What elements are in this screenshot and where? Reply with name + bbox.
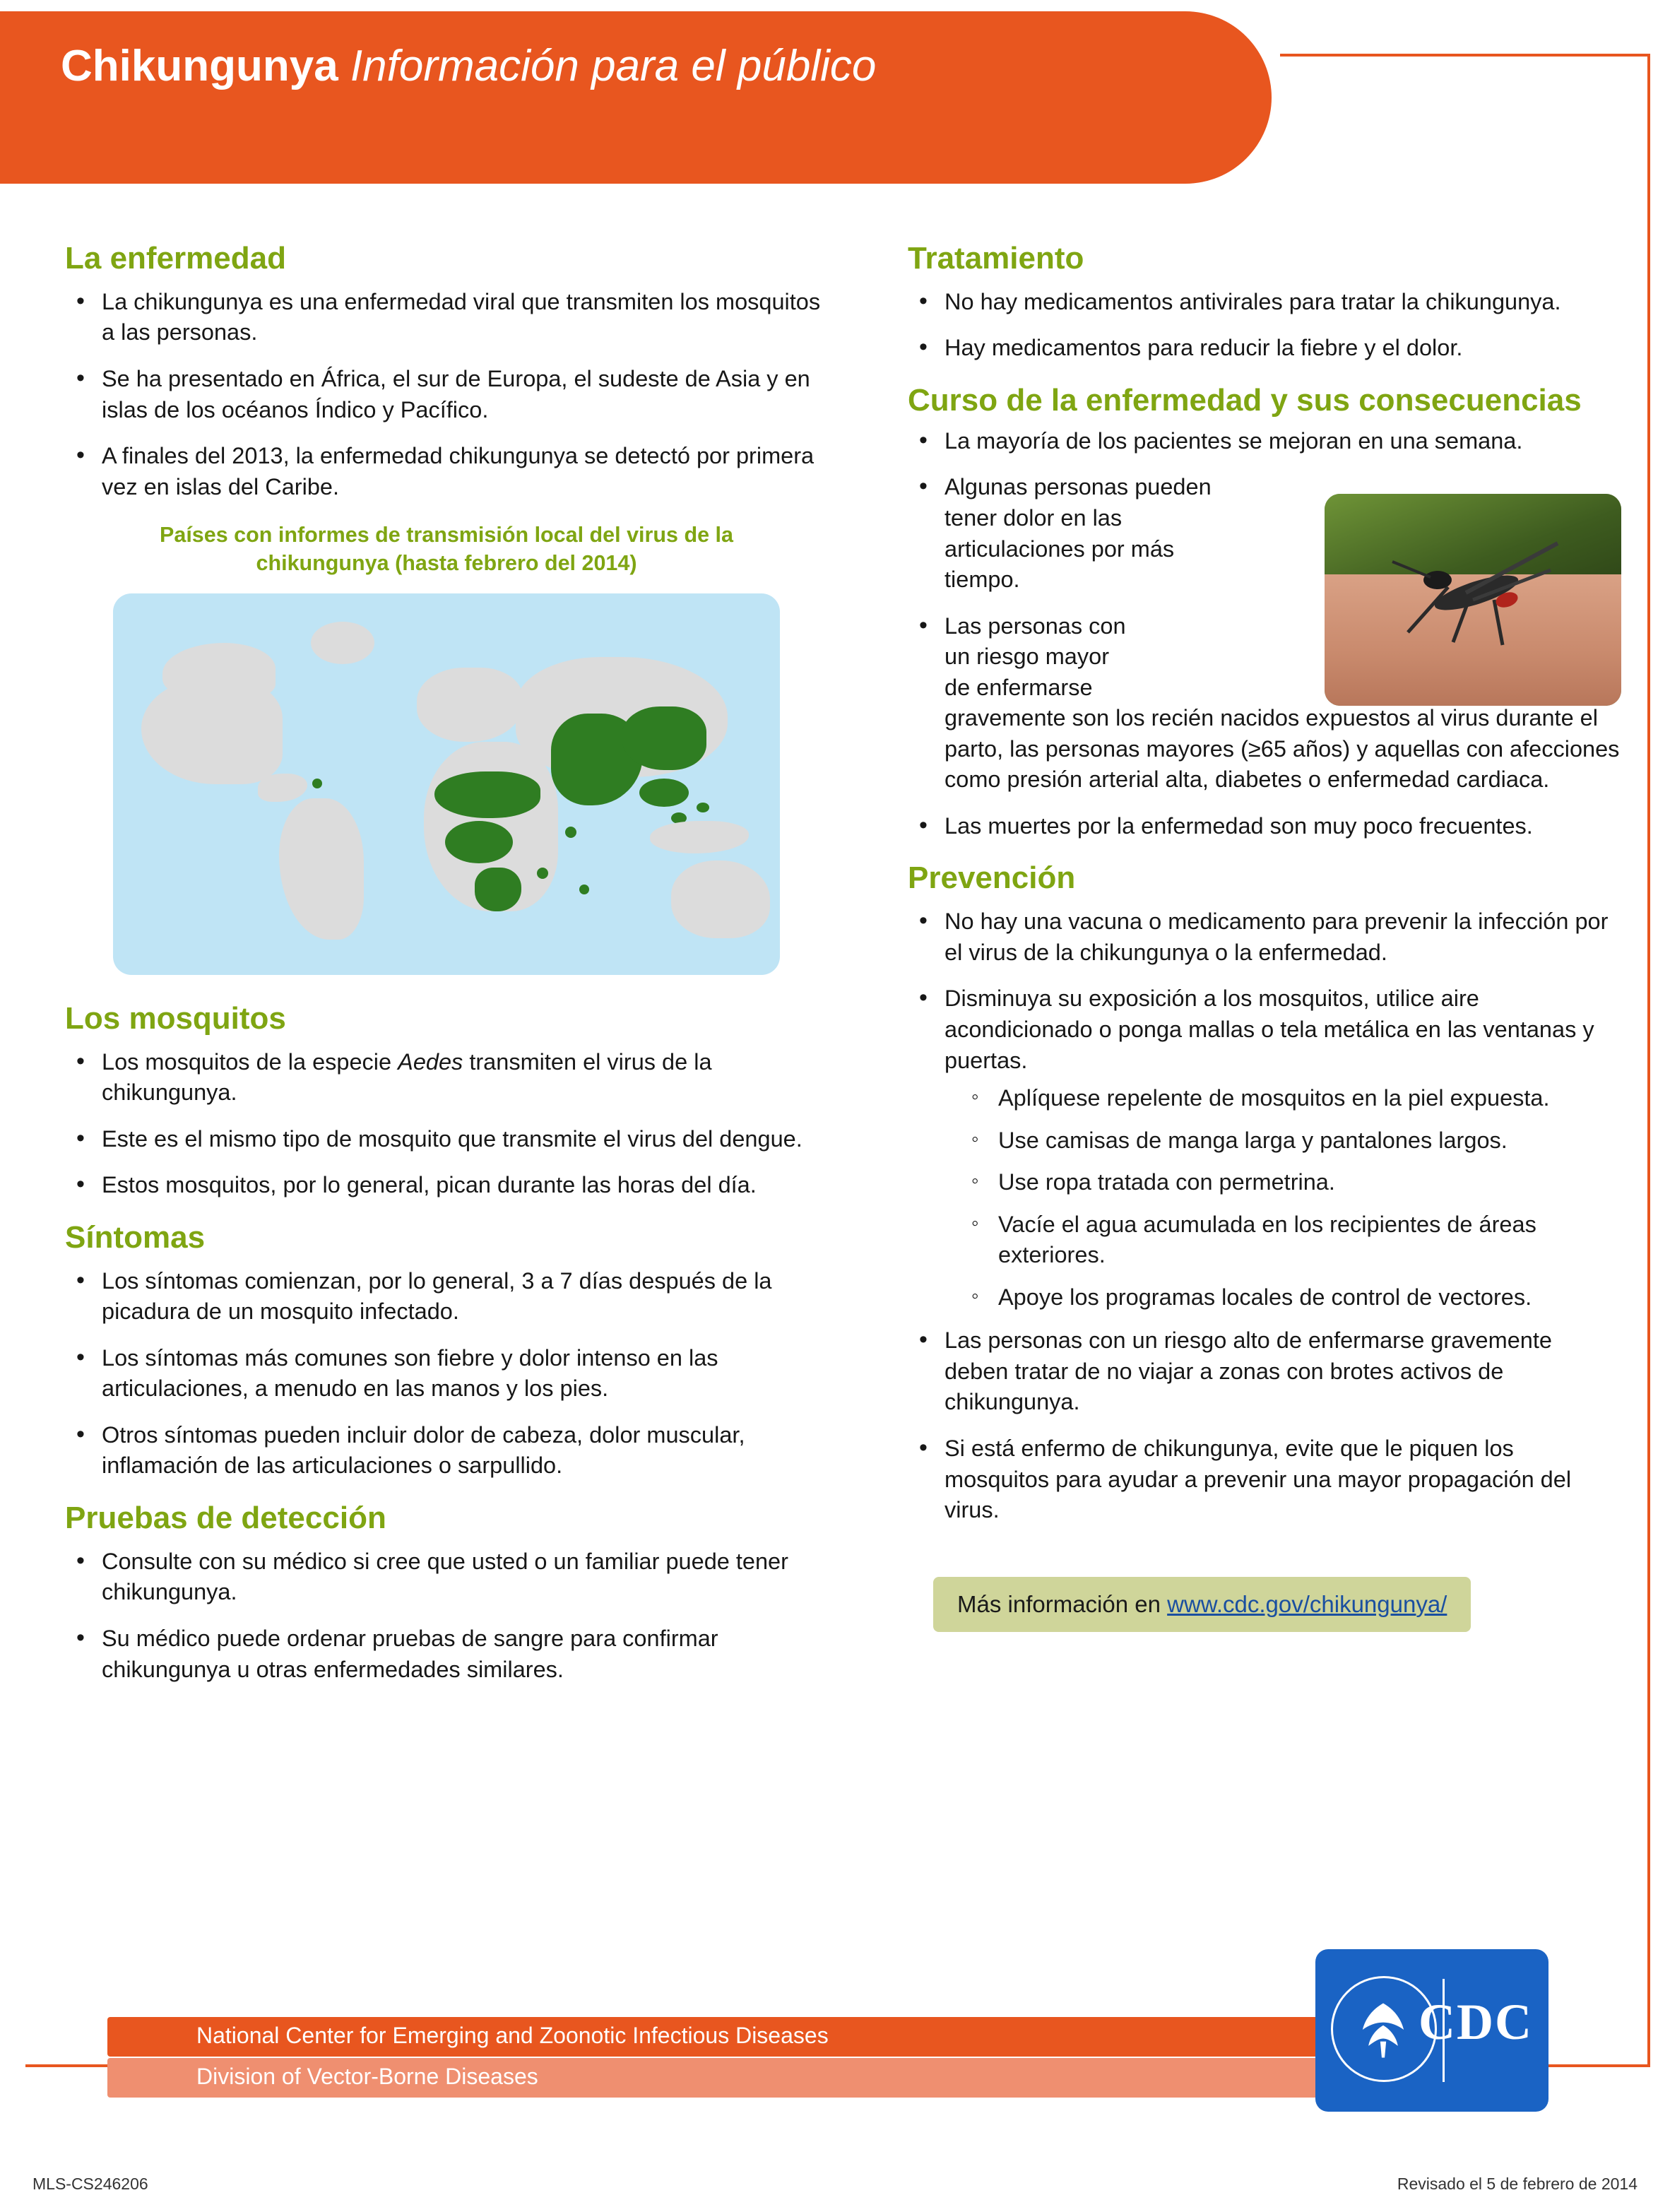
- title-subtitle: Información para el público: [350, 42, 877, 90]
- list-item: • Hay medicamentos para reducir la fiebre y el dolor.: [908, 333, 1621, 364]
- list-prevencion-top: [908, 906, 1621, 1076]
- map-highlight-dot: [697, 803, 709, 812]
- list-sintomas: [65, 1266, 828, 1481]
- list-curso: [908, 426, 1621, 842]
- list-item: • Estos mosquitos, por lo general, pican durante las horas del día.: [65, 1170, 828, 1201]
- heading-prevencion: Prevención: [908, 860, 1076, 896]
- heading-la-enfermedad: La enfermedad: [65, 241, 286, 276]
- map-highlight-island: [579, 885, 589, 894]
- sub-list-item: ◦ Use camisas de manga larga y pantalones largos.: [963, 1125, 1621, 1157]
- list-prevencion-bottom: [908, 1325, 1621, 1525]
- more-info-label: Más información en: [957, 1590, 1168, 1617]
- cdc-logo: [1315, 1949, 1548, 2112]
- map-highlight-indochina: [639, 779, 689, 807]
- list-item: • Su médico puede ordenar pruebas de sangre para confirmar chikungunya u otras enfermedades similares.: [65, 1623, 828, 1685]
- map-landmass: [650, 821, 749, 853]
- footer-division-name: Division of Vector-Borne Diseases: [196, 2064, 538, 2089]
- list-item: • No hay medicamentos antivirales para tratar la chikungunya.: [908, 287, 1621, 318]
- map-landmass: [311, 622, 374, 664]
- heading-pruebas: Pruebas de detección: [65, 1500, 386, 1535]
- page-footer: [0, 1979, 1670, 2212]
- list-item: • Se ha presentado en África, el sur de Europa, el sudeste de Asia y en islas de los océanos Índico y Pacífico.: [65, 364, 828, 425]
- list-item: • Las personas con un riesgo mayor de enfermarse gravemente son los recién nacidos expuestos al virus durante el parto, las personas mayores (≥65 años) y aquellas con afecciones como presión arterial alta, diabetes o enfermedad cardiaca.: [908, 611, 1621, 796]
- map-highlight-africa: [434, 771, 540, 818]
- list-item: • Las muertes por la enfermedad son muy poco frecuentes.: [908, 811, 1621, 842]
- cdc-wordmark: CDC: [1419, 1994, 1533, 2050]
- more-info-box: [933, 1577, 1471, 1632]
- heading-los-mosquitos: Los mosquitos: [65, 1000, 286, 1036]
- sub-list-item: ◦ Vacíe el agua acumulada en los recipientes de áreas exteriores.: [963, 1209, 1621, 1271]
- map-highlight-island: [565, 827, 576, 838]
- list-pruebas: [65, 1546, 828, 1685]
- list-item: • No hay una vacuna o medicamento para prevenir la infección por el virus de la chikungunya o la enfermedad.: [908, 906, 1621, 968]
- page-title: [61, 41, 876, 91]
- map-highlight-sea: [622, 706, 706, 770]
- map-landmass: [162, 643, 276, 699]
- list-item: • Los síntomas más comunes son fiebre y dolor intenso en las articulaciones, a menudo en las manos y los pies.: [65, 1343, 828, 1404]
- list-item: • Los síntomas comienzan, por lo general, 3 a 7 días después de la picadura de un mosquito infectado.: [65, 1266, 828, 1327]
- header-band: [0, 11, 1272, 184]
- heading-curso: Curso de la enfermedad y sus consecuencias: [908, 383, 1582, 418]
- list-item: • Disminuya su exposición a los mosquitos, utilice aire acondicionado o ponga mallas o tela metálica en las ventanas y puertas.: [908, 983, 1621, 1076]
- list-item: • Este es el mismo tipo de mosquito que transmite el virus del dengue.: [65, 1124, 828, 1155]
- cdc-chikungunya-link[interactable]: www.cdc.gov/chikungunya/: [1167, 1590, 1447, 1617]
- map-caption: Países con informes de transmisión local del virus de la chikungunya (hasta febrero del 2014): [160, 523, 733, 576]
- page-header: [0, 0, 1670, 191]
- list-item: • La chikungunya es una enfermedad viral que transmiten los mosquitos a las personas.: [65, 287, 828, 348]
- sub-list-item: ◦ Aplíquese repelente de mosquitos en la piel expuesta.: [963, 1083, 1621, 1114]
- list-item: • Algunas personas pueden tener dolor en las articulaciones por más tiempo.: [908, 472, 1240, 595]
- sub-list-item: ◦ Use ropa tratada con permetrina.: [963, 1167, 1621, 1198]
- map-landmass: [671, 860, 770, 938]
- map-highlight-island: [537, 868, 548, 879]
- map-highlight-africa-south: [475, 868, 521, 911]
- title-main: Chikungunya: [61, 42, 338, 90]
- map-highlight-caribbean: [312, 779, 322, 788]
- list-item: • Consulte con su médico si cree que usted o un familiar puede tener chikungunya.: [65, 1546, 828, 1608]
- map-highlight-africa-central: [445, 821, 513, 863]
- list-item: • La mayoría de los pacientes se mejoran en una semana.: [908, 426, 1621, 457]
- list-tratamiento: [908, 287, 1621, 364]
- map-landmass: [417, 668, 523, 742]
- list-item: • Si está enfermo de chikungunya, evite que le piquen los mosquitos para ayudar a prevenir una mayor propagación del virus.: [908, 1433, 1621, 1526]
- list-item: • Los mosquitos de la especie Aedes transmiten el virus de la chikungunya.: [65, 1047, 828, 1108]
- world-map-image: [113, 593, 780, 975]
- map-landmass: [279, 798, 364, 940]
- revision-date: Revisado el 5 de febrero de 2014: [1397, 2175, 1638, 2193]
- document-id: MLS-CS246206: [32, 2175, 148, 2193]
- map-landmass: [258, 774, 307, 802]
- list-los-mosquitos: [65, 1047, 828, 1201]
- list-la-enfermedad: [65, 287, 828, 502]
- sub-list-item: ◦ Apoye los programas locales de control de vectores.: [963, 1282, 1621, 1313]
- footer-center-name: National Center for Emerging and Zoonotic Infectious Diseases: [196, 2023, 829, 2048]
- list-prevencion-sub: [908, 1083, 1621, 1313]
- right-column: [908, 240, 1621, 1632]
- list-item: • A finales del 2013, la enfermedad chikungunya se detectó por primera vez en islas del Caribe.: [65, 441, 828, 502]
- list-item: • Las personas con un riesgo alto de enfermarse gravemente deben tratar de no viajar a zonas con brotes activos de chikungunya.: [908, 1325, 1621, 1418]
- heading-tratamiento: Tratamiento: [908, 241, 1084, 276]
- hhs-eagle-icon: [1345, 1993, 1421, 2066]
- list-item: • Otros síntomas pueden incluir dolor de cabeza, dolor muscular, inflamación de las articulaciones o sarpullido.: [65, 1420, 828, 1481]
- heading-sintomas: Síntomas: [65, 1219, 206, 1255]
- left-column: [65, 240, 828, 1703]
